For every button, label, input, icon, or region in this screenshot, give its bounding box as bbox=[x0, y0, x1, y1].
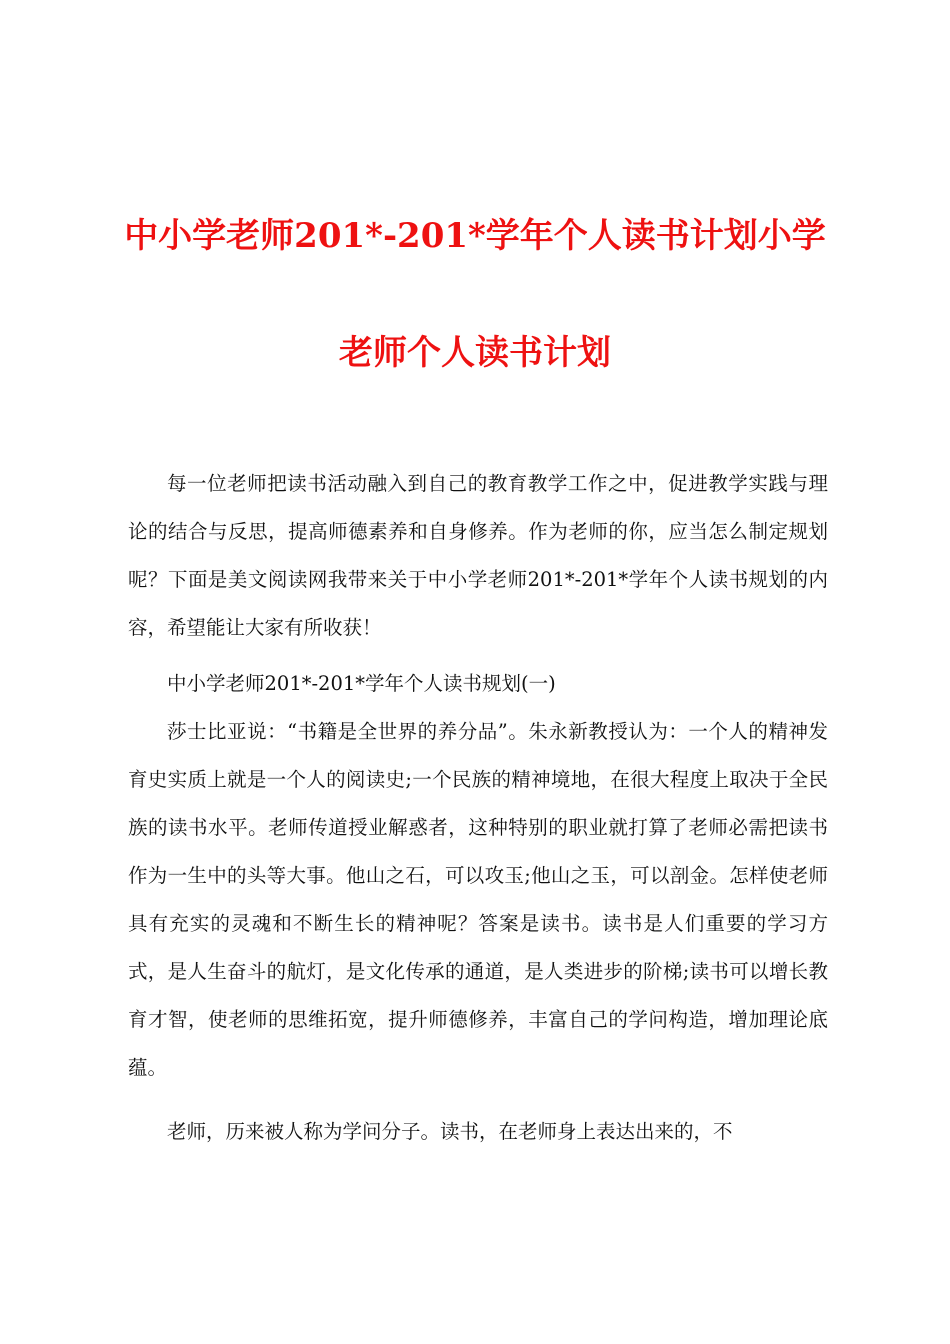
section-heading: 中小学老师201*-201*学年个人读书规划(一) bbox=[167, 672, 556, 695]
paragraph-teacher: 老师，历来被人称为学问分子。读书，在老师身上表达出来的，不 bbox=[167, 1120, 733, 1143]
paragraph-shakespeare: 莎士比亚说：“书籍是全世界的养分品”。朱永新教授认为：一个人的精神发育史实质上就是一个人的阅读史;一个民族的精神境地，在很大程度上取决于全民族的读书水平。老师传道授业解惑者，这种特别的职业就打算了老师必需把读书作为一生中的头等大事。他山之石，可以攻玉;他山之玉，可以剖金。怎样使老师具有充实的灵魂和不断生长的精神呢？答案是读书。读书是人们重要的学习方式，是人生奋斗的航灯，是文化传承的通道，是人类进步的阶梯;读书可以增长教育才智，使老师的思维拓宽，提升师德修养，丰富自己的学问构造，增加理论底蕴。 bbox=[128, 720, 828, 1079]
document-title-line-1: 中小学老师201*-201*学年个人读书计划小学 bbox=[124, 216, 826, 256]
paragraph-intro: 每一位老师把读书活动融入到自己的教育教学工作之中，促进教学实践与理论的结合与反思，提高师德素养和自身修养。作为老师的你，应当怎么制定规划呢？下面是美文阅读网我带来关于中小学老师201*-201*学年个人读书规划的内容，希望能让大家有所收获！ bbox=[128, 472, 828, 639]
document-title-line-2: 老师个人读书计划 bbox=[339, 333, 611, 373]
